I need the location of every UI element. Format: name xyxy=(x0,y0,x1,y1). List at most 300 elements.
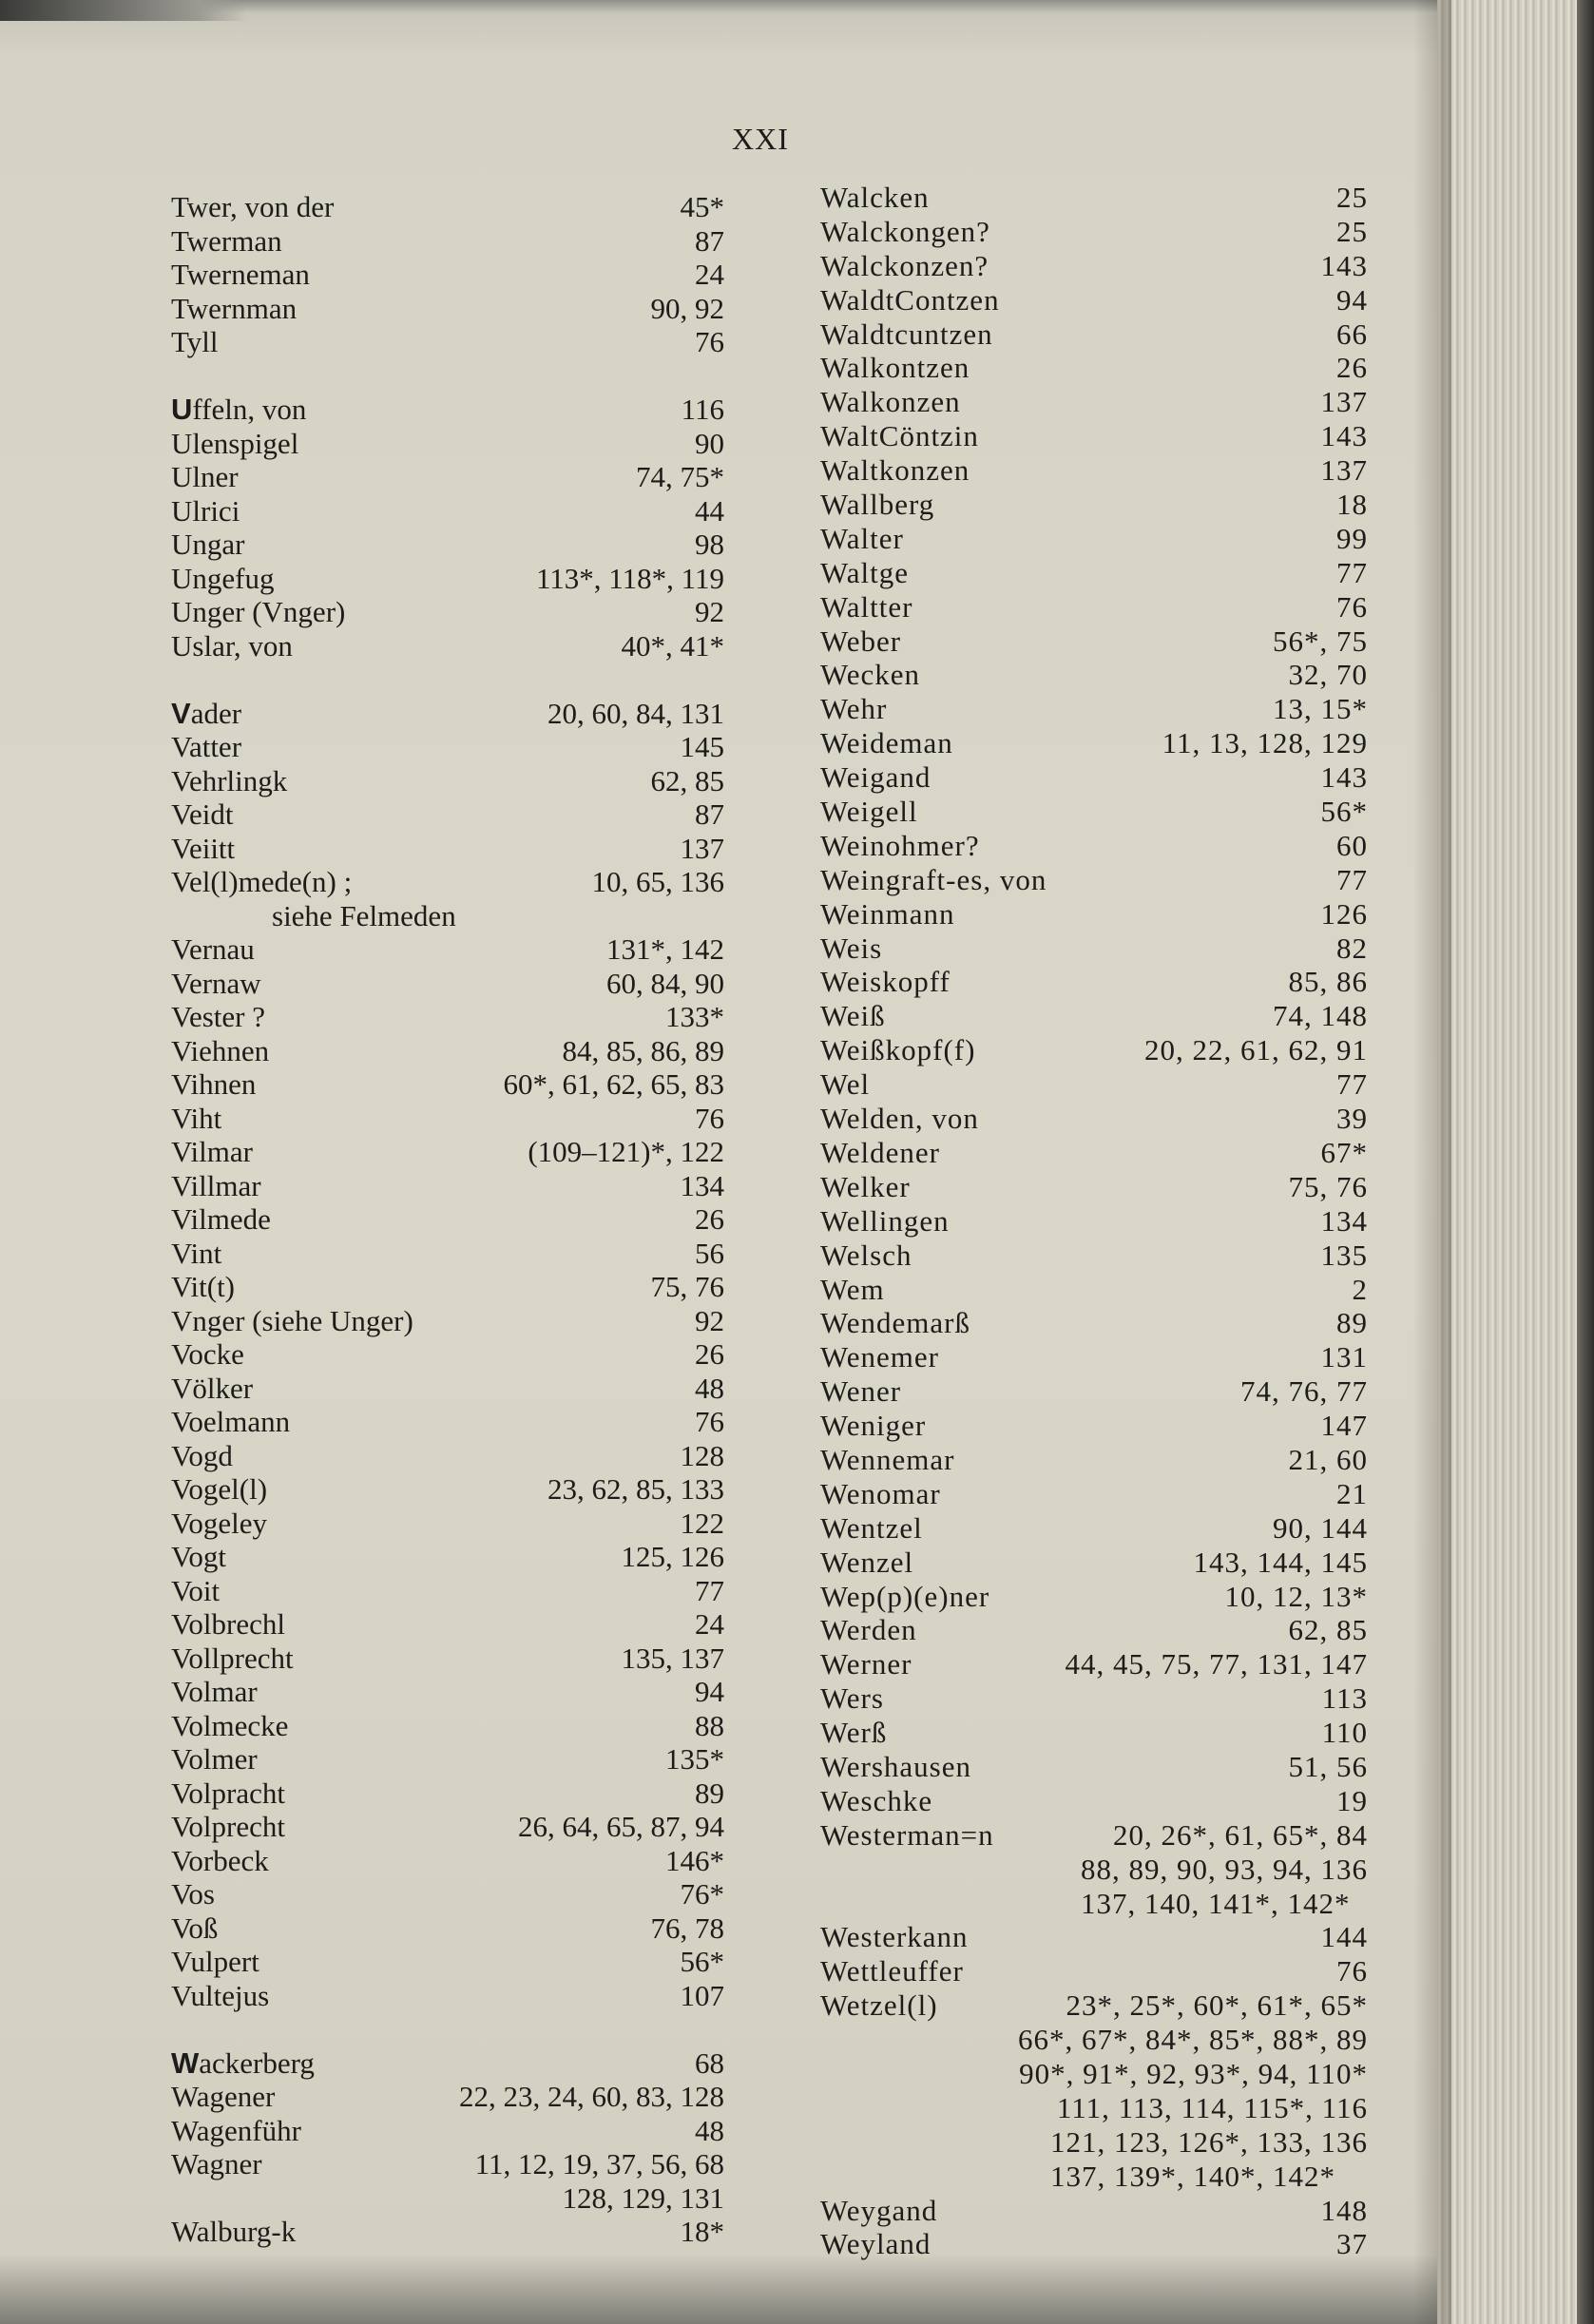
page-refs: 74, 76, 77 xyxy=(1240,1374,1368,1409)
entry-name: Wendemarß xyxy=(820,1306,970,1340)
entry-name: Waltkonzen xyxy=(820,453,970,488)
index-entry xyxy=(820,1204,1368,1239)
entry-name: Wem xyxy=(820,1272,885,1306)
index-entry xyxy=(171,1472,724,1507)
page-refs: 85, 86 xyxy=(1288,965,1368,999)
entry-name: Walkonzen xyxy=(820,385,961,419)
index-entry xyxy=(820,726,1368,760)
index-entry xyxy=(171,1979,724,2013)
entry-name: Vogt xyxy=(171,1540,227,1573)
entry-name: Wenomar xyxy=(820,1476,941,1510)
page-refs: 32, 70 xyxy=(1288,658,1368,692)
index-entry xyxy=(171,1067,724,1102)
entry-name: Vogd xyxy=(171,1438,233,1472)
page-refs: 133* xyxy=(665,1000,724,1033)
index-entry xyxy=(171,494,724,528)
index-entry xyxy=(171,1270,724,1304)
page-refs: 99 xyxy=(1336,521,1368,555)
index-entry xyxy=(820,1067,1368,1102)
page-refs: 10, 65, 136 xyxy=(591,865,724,898)
page-refs: 77 xyxy=(695,1573,724,1607)
index-entry xyxy=(820,351,1368,385)
entry-name: Weingraft-es, von xyxy=(820,862,1047,896)
index-entry xyxy=(820,249,1368,283)
index-entry xyxy=(171,1000,724,1034)
index-entry xyxy=(171,1202,724,1237)
entry-name: WaldtContzen xyxy=(820,282,1000,317)
index-entry xyxy=(171,1169,724,1203)
index-entry xyxy=(820,932,1368,966)
page-refs: 66 xyxy=(1336,317,1368,351)
entry-name: Twernman xyxy=(171,291,298,325)
entry-name: Vatter xyxy=(171,730,242,763)
entry-name: Waldtcuntzen xyxy=(820,317,993,351)
page-refs: 20, 22, 61, 62, 91 xyxy=(1144,1033,1368,1067)
index-entry xyxy=(171,2114,724,2148)
index-entry xyxy=(820,692,1368,726)
page-refs: 137 xyxy=(1320,385,1368,419)
page-refs: 125, 126 xyxy=(621,1540,724,1573)
entry-name: Wener xyxy=(820,1374,902,1409)
entry-name: Vos xyxy=(171,1877,215,1911)
entry-name: Twerman xyxy=(171,223,282,258)
page-refs: 56*, 75 xyxy=(1273,624,1368,658)
index-entry xyxy=(820,1374,1368,1409)
index-entry xyxy=(171,832,724,866)
index-entry xyxy=(171,258,724,292)
page-refs: 11, 13, 128, 129 xyxy=(1162,726,1368,760)
entry-name: Vilmede xyxy=(171,1202,271,1236)
page-refs: 146* xyxy=(665,1843,724,1877)
index-entry xyxy=(820,1477,1368,1511)
page-refs: 75, 76 xyxy=(650,1270,724,1303)
entry-name: Vernau xyxy=(171,932,255,966)
page-refs: 22, 23, 24, 60, 83, 128 xyxy=(459,2080,724,2113)
entry-name: Wagener xyxy=(171,2080,276,2113)
entry-name: Weigand xyxy=(820,760,931,795)
index-entry xyxy=(820,1681,1368,1716)
index-entry xyxy=(171,2215,724,2249)
page-refs: 48 xyxy=(695,1371,724,1405)
index-entry xyxy=(820,2194,1368,2228)
entry-name: Wettleuffer xyxy=(820,1954,964,1988)
index-entry xyxy=(820,1170,1368,1204)
index-entry xyxy=(171,1777,724,1811)
index-entry xyxy=(171,1675,724,1709)
index-entry xyxy=(820,897,1368,932)
blank-line xyxy=(171,2012,724,2046)
index-entry xyxy=(820,556,1368,590)
index-entry xyxy=(820,1239,1368,1273)
page-refs: 62, 85 xyxy=(1288,1613,1368,1647)
entry-name: Vorbeck xyxy=(171,1843,269,1877)
entry-name: Weis xyxy=(820,931,883,965)
index-entry xyxy=(820,1613,1368,1647)
page-refs: 60*, 61, 62, 65, 83 xyxy=(503,1067,724,1101)
index-entry xyxy=(171,224,724,259)
index-entry xyxy=(171,1102,724,1136)
entry-name: Welker xyxy=(820,1169,911,1203)
entry-name: Werß xyxy=(820,1716,888,1750)
entry-name: Vogel(l) xyxy=(171,1472,268,1506)
page-refs: 135* xyxy=(665,1742,724,1776)
page-refs: 144 xyxy=(1320,1920,1368,1954)
entry-name: Twerneman xyxy=(171,258,310,291)
entry-name: Vollprecht xyxy=(171,1641,294,1675)
page-refs: 26, 64, 65, 87, 94 xyxy=(518,1810,724,1843)
page-refs: 98 xyxy=(695,528,724,561)
entry-name: Weldener xyxy=(820,1135,940,1169)
index-entry xyxy=(171,1507,724,1541)
page-refs: 76, 78 xyxy=(650,1911,724,1945)
page-refs: 110 xyxy=(1321,1716,1368,1750)
page-refs-continuation xyxy=(820,1853,1368,1887)
entry-name: Wennemar xyxy=(820,1442,955,1476)
entry-name: Weiskopff xyxy=(820,965,951,999)
entry-name: Vulpert xyxy=(171,1945,259,1978)
entry-name: Walter xyxy=(820,521,904,555)
entry-name: Wehr xyxy=(820,692,888,726)
page-refs: 82 xyxy=(1336,931,1368,965)
index-entry xyxy=(820,488,1368,522)
page-refs: 26 xyxy=(1336,351,1368,385)
index-entry xyxy=(171,1540,724,1574)
page-refs: 113 xyxy=(1321,1681,1368,1716)
index-entry xyxy=(820,760,1368,795)
index-entry xyxy=(820,1409,1368,1443)
page-number: XXI xyxy=(732,122,789,156)
page-refs: 113*, 118*, 119 xyxy=(535,561,724,595)
index-entry xyxy=(171,1439,724,1473)
page-refs: 76 xyxy=(695,325,724,358)
entry-name: Volpracht xyxy=(171,1776,285,1810)
entry-name: Volbrechl xyxy=(171,1607,285,1641)
page-refs: 21, 60 xyxy=(1288,1442,1368,1476)
index-entry xyxy=(171,1607,724,1642)
page-refs: 60, 84, 90 xyxy=(606,966,724,1000)
index-entry xyxy=(820,1273,1368,1307)
page-refs: 19 xyxy=(1336,1783,1368,1817)
entry-name: Weißkopf(f) xyxy=(820,1033,976,1067)
blank-line xyxy=(171,663,724,697)
entry-name: Walckongen? xyxy=(820,214,990,248)
page-refs: 145 xyxy=(680,730,724,763)
page-refs: 77 xyxy=(1336,1067,1368,1102)
index-entry xyxy=(171,2080,724,2114)
page-refs: 90*, 91*, 92, 93*, 94, 110* xyxy=(1019,2056,1368,2090)
page-refs: 23, 62, 85, 133 xyxy=(547,1472,724,1506)
entry-name: Vogeley xyxy=(171,1506,268,1540)
entry-name: Walckonzen? xyxy=(820,248,989,282)
index-entry xyxy=(171,697,724,731)
page-refs: 135 xyxy=(1320,1238,1368,1272)
entry-name: Völker xyxy=(171,1371,254,1405)
entry-name: Viehnen xyxy=(171,1033,270,1067)
entry-name: Wecken xyxy=(820,658,921,692)
page-refs: 137, 139*, 140*, 142* xyxy=(1050,2159,1335,2193)
entry-name: Weschke xyxy=(820,1783,933,1817)
entry-name: Wackerberg xyxy=(171,2046,315,2080)
page-refs: 37 xyxy=(1336,2227,1368,2261)
index-entry xyxy=(171,1844,724,1878)
entry-name: Vultejus xyxy=(171,1978,270,2012)
entry-name: Vilmar xyxy=(171,1135,253,1168)
page-refs: 18* xyxy=(680,2215,724,2248)
index-entry xyxy=(820,1136,1368,1170)
index-entry xyxy=(820,1102,1368,1136)
page-refs: 11, 12, 19, 37, 56, 68 xyxy=(474,2147,724,2180)
entry-name: Westerkann xyxy=(820,1920,969,1954)
entry-name: Tyll xyxy=(171,325,219,358)
index-entry xyxy=(820,1340,1368,1374)
index-entry xyxy=(171,1642,724,1676)
page-refs: 94 xyxy=(1336,282,1368,317)
page-refs: 121, 123, 126*, 133, 136 xyxy=(1050,2124,1368,2159)
page-refs: 18 xyxy=(1336,488,1368,522)
page-refs: 20, 60, 84, 131 xyxy=(547,696,724,730)
page-refs: 137, 140, 141*, 142* xyxy=(1081,1886,1351,1920)
index-entry xyxy=(820,215,1368,249)
page-refs: 76 xyxy=(1336,1954,1368,1988)
index-entry xyxy=(171,2147,724,2181)
entry-name: Vernaw xyxy=(171,966,261,1000)
index-entry xyxy=(820,999,1368,1033)
index-entry xyxy=(820,1033,1368,1067)
index-entry xyxy=(820,385,1368,419)
page-refs: 24 xyxy=(695,1607,724,1641)
index-entry xyxy=(171,1709,724,1743)
index-entry xyxy=(820,283,1368,317)
index-entry xyxy=(820,795,1368,829)
index-entry xyxy=(171,1337,724,1372)
page-refs: 20, 26*, 61, 65*, 84 xyxy=(1113,1817,1368,1852)
page-refs: 143 xyxy=(1320,760,1368,795)
index-entry xyxy=(171,1945,724,1979)
entry-name: Wentzel xyxy=(820,1510,923,1545)
index-entry xyxy=(820,181,1368,215)
page-refs: 56* xyxy=(1320,795,1368,829)
page-refs: 2 xyxy=(1352,1272,1368,1306)
index-entry xyxy=(171,1034,724,1068)
page-refs: 66*, 67*, 84*, 85*, 88*, 89 xyxy=(1018,2023,1368,2057)
page-refs: 126 xyxy=(1320,896,1368,931)
entry-name: Viht xyxy=(171,1101,222,1135)
index-entry xyxy=(820,658,1368,692)
entry-name: Weigell xyxy=(820,795,918,829)
page-refs: 56* xyxy=(680,1945,724,1978)
page-refs: 143 xyxy=(1320,419,1368,453)
index-entry xyxy=(820,1511,1368,1546)
index-entry xyxy=(171,562,724,596)
entry-name: Welsch xyxy=(820,1238,912,1272)
page-refs: 87 xyxy=(695,223,724,258)
entry-name: Volmecke xyxy=(171,1708,289,1742)
entry-name: Weiß xyxy=(820,999,886,1033)
page-refs: 25 xyxy=(1336,214,1368,248)
page-refs: 60 xyxy=(1336,828,1368,862)
page-refs: 76 xyxy=(695,1405,724,1438)
index-entry xyxy=(820,1306,1368,1340)
page-refs: 122 xyxy=(680,1506,724,1540)
page-refs-continuation xyxy=(171,2181,724,2216)
entry-name: Westerman=n xyxy=(820,1817,994,1852)
entry-name: Voß xyxy=(171,1911,219,1945)
entry-name: Weyland xyxy=(820,2227,931,2261)
page-refs: 74, 148 xyxy=(1273,999,1368,1033)
index-row xyxy=(171,899,724,933)
page-refs: 128, 129, 131 xyxy=(562,2180,724,2215)
index-entry xyxy=(820,1546,1368,1580)
entry-name: Weygand xyxy=(820,2193,938,2227)
page-refs: 90 xyxy=(695,426,724,460)
page-refs: 68 xyxy=(695,2046,724,2080)
page-refs: 48 xyxy=(695,2113,724,2147)
entry-name: Weideman xyxy=(820,726,953,760)
entry-name: Ungefug xyxy=(171,561,275,595)
page-refs: 90, 92 xyxy=(650,291,724,325)
scan-corner-shadow xyxy=(0,0,247,21)
index-entry xyxy=(171,1135,724,1169)
index-entry xyxy=(820,419,1368,453)
entry-name: Weniger xyxy=(820,1409,927,1443)
page-refs: 88, 89, 90, 93, 94, 136 xyxy=(1081,1852,1368,1886)
entry-name: Ungar xyxy=(171,528,245,561)
page-refs: 76 xyxy=(695,1101,724,1135)
entry-name: Wel xyxy=(820,1067,871,1102)
entry-name: Walcken xyxy=(820,181,930,214)
index-entry xyxy=(171,1237,724,1271)
index-entry xyxy=(171,1911,724,1946)
page-refs: 10, 12, 13* xyxy=(1224,1579,1368,1613)
page-refs: 92 xyxy=(695,595,724,628)
entry-name: Vint xyxy=(171,1236,222,1270)
index-entry xyxy=(171,1810,724,1844)
index-entry xyxy=(171,393,724,427)
index-entry xyxy=(171,460,724,494)
book-page-edges xyxy=(1437,0,1594,2324)
index-entry xyxy=(820,624,1368,659)
entry-name: Voelmann xyxy=(171,1405,291,1438)
index-entry xyxy=(820,453,1368,488)
index-entry xyxy=(171,797,724,832)
index-entry xyxy=(820,1988,1368,2023)
index-entry xyxy=(171,1304,724,1338)
entry-name: Walkontzen xyxy=(820,351,970,385)
index-entry xyxy=(820,2227,1368,2261)
entry-name: Unger (Vnger) xyxy=(171,595,346,628)
see-reference: siehe Felmeden xyxy=(272,898,456,932)
page-refs: 143 xyxy=(1320,248,1368,282)
page-refs: 23*, 25*, 60*, 61*, 65* xyxy=(1066,1988,1368,2023)
entry-name: Wenzel xyxy=(820,1545,914,1579)
page-refs: 13, 15* xyxy=(1273,692,1368,726)
entry-name: Welden, von xyxy=(820,1102,979,1136)
page-refs: 77 xyxy=(1336,862,1368,896)
entry-name: Veidt xyxy=(171,797,234,831)
index-entry xyxy=(171,865,724,899)
page-refs-continuation xyxy=(820,2023,1368,2057)
page-refs: 51, 56 xyxy=(1288,1749,1368,1783)
page-refs-continuation xyxy=(820,2160,1368,2194)
page-refs: 76 xyxy=(1336,589,1368,624)
page-refs: 88 xyxy=(695,1708,724,1742)
entry-name: Wenemer xyxy=(820,1340,939,1374)
page-refs-continuation xyxy=(820,2091,1368,2125)
entry-name: Vihnen xyxy=(171,1067,257,1101)
index-entry xyxy=(820,1784,1368,1818)
index-entry xyxy=(820,1750,1368,1784)
index-entry xyxy=(820,965,1368,999)
page-refs: 89 xyxy=(695,1776,724,1810)
entry-name: Vader xyxy=(171,696,242,730)
page-refs: 148 xyxy=(1320,2193,1368,2227)
entry-name: Vocke xyxy=(171,1337,244,1371)
page-refs: 84, 85, 86, 89 xyxy=(562,1033,724,1067)
page-refs: 89 xyxy=(1336,1306,1368,1340)
index-entry xyxy=(820,522,1368,556)
index-entry xyxy=(171,1405,724,1439)
index-entry xyxy=(820,829,1368,863)
page-refs: 135, 137 xyxy=(621,1641,724,1675)
index-entry xyxy=(171,2046,724,2081)
entry-name: Wershausen xyxy=(820,1749,972,1783)
index-entry xyxy=(171,967,724,1001)
page-refs: 131 xyxy=(1320,1340,1368,1374)
entry-name: Vester ? xyxy=(171,1000,265,1033)
entry-name: Waltge xyxy=(820,555,910,589)
page-refs: 25 xyxy=(1336,181,1368,214)
index-column-right xyxy=(820,181,1368,2261)
index-entry xyxy=(171,190,724,224)
page-refs: 107 xyxy=(680,1978,724,2012)
page-edge-shadow xyxy=(1413,0,1451,2324)
entry-name: Wellingen xyxy=(820,1203,950,1238)
index-entry xyxy=(820,1920,1368,1954)
page-refs: 143, 144, 145 xyxy=(1193,1545,1368,1579)
page-refs: 134 xyxy=(1320,1203,1368,1238)
entry-name: Wetzel(l) xyxy=(820,1988,938,2023)
index-entry xyxy=(171,1877,724,1911)
entry-name: Vehrlingk xyxy=(171,763,288,797)
index-entry xyxy=(820,863,1368,897)
entry-name: Volmar xyxy=(171,1675,258,1708)
index-entry xyxy=(820,1647,1368,1681)
index-entry xyxy=(171,528,724,562)
entry-name: Weinohmer? xyxy=(820,828,980,862)
entry-name: Vit(t) xyxy=(171,1270,236,1303)
page-refs: 77 xyxy=(1336,555,1368,589)
entry-name: Voit xyxy=(171,1573,221,1607)
index-entry xyxy=(171,292,724,326)
entry-name: Weinmann xyxy=(820,896,955,931)
entry-name: Ulrici xyxy=(171,493,240,528)
page-refs: 56 xyxy=(695,1236,724,1270)
page-refs: 44 xyxy=(695,493,724,528)
index-entry xyxy=(820,1716,1368,1750)
entry-name: Wagenführ xyxy=(171,2113,301,2147)
page-refs: 39 xyxy=(1336,1102,1368,1136)
page-refs: 26 xyxy=(695,1202,724,1236)
page-refs: 40*, 41* xyxy=(621,628,724,663)
page-refs: (109–121)*, 122 xyxy=(528,1135,724,1168)
page-refs: 94 xyxy=(695,1675,724,1708)
page-refs: 116 xyxy=(681,393,724,426)
entry-name: Uslar, von xyxy=(171,628,293,663)
index-entry xyxy=(171,1372,724,1406)
entry-name: WaltCöntzin xyxy=(820,419,979,453)
index-entry xyxy=(171,427,724,461)
page-refs: 128 xyxy=(680,1438,724,1472)
